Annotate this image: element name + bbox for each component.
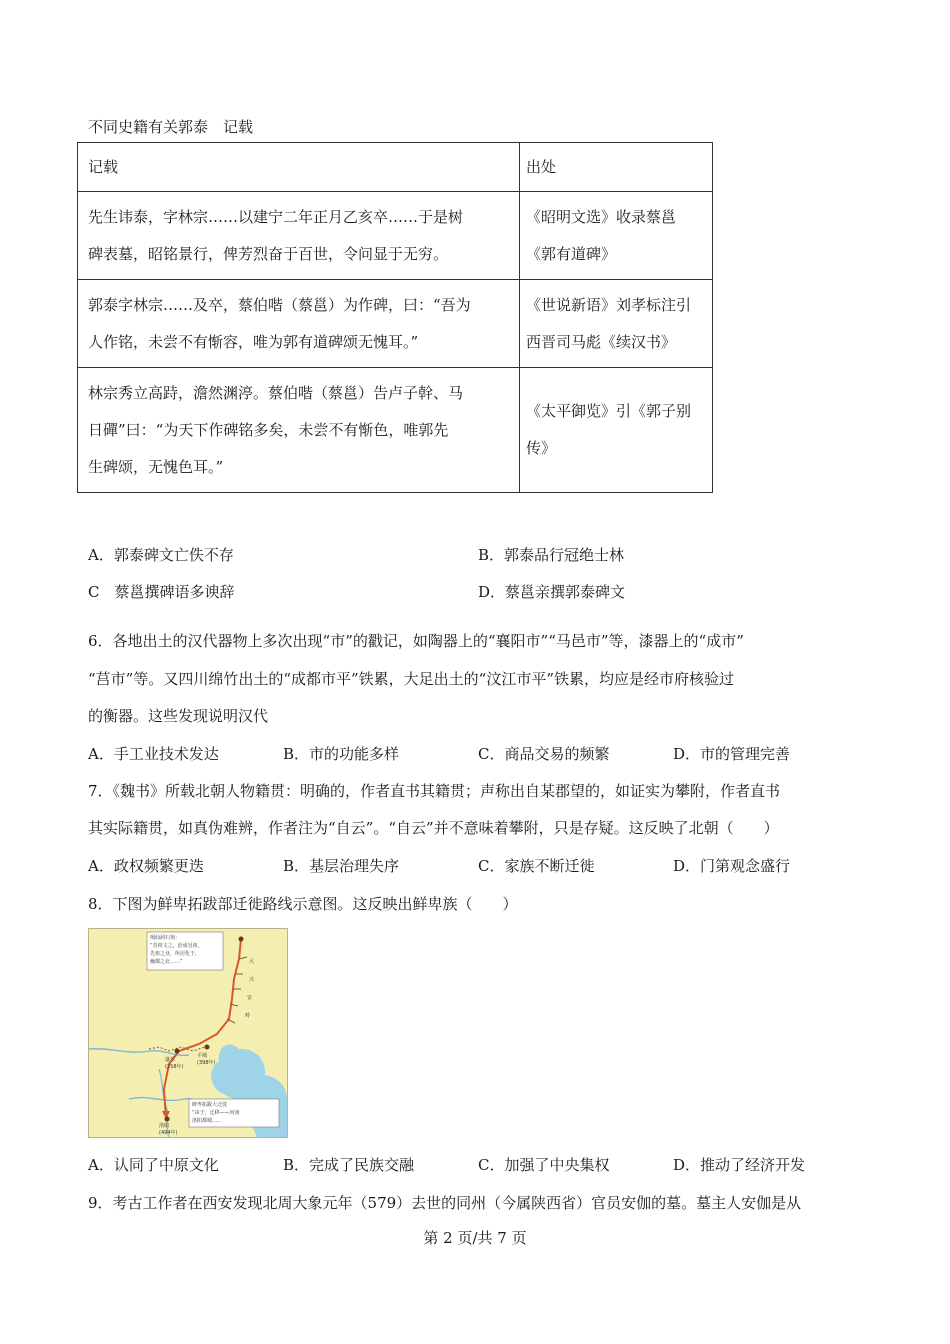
- place-label: 岭: [245, 1013, 251, 1019]
- source-line: 《太平御览》引《郭子别: [526, 402, 692, 420]
- record-cell: [78, 192, 520, 280]
- q6-stem-line: 6．各地出土的汉代器物上多次出现“市”的戳记，如陶器上的“襄阳市”“马邑市”等，漆器上的“成市”: [88, 632, 744, 650]
- record-line: 日磾”曰：“为天下作碑铭多矣，未尝不有惭色，唯郭先: [88, 420, 449, 439]
- q7-stem-line: 其实际籍贯，如真伪难辨，作者注为“自云”。“自云”并不意味着攀附，只是存疑。这反映了北朝（ ）: [88, 819, 779, 837]
- cave-marker: [239, 937, 244, 942]
- note-top-line: 嘎仙洞石刻：: [150, 935, 181, 941]
- q7-option-a[interactable]: A．政权频繁更迭: [88, 857, 204, 875]
- source-line: 《世说新语》刘孝标注引: [526, 295, 692, 314]
- header-source: 出处: [520, 143, 713, 192]
- q7-option-d[interactable]: D．门第观念盛行: [673, 857, 791, 875]
- q6-option-c[interactable]: C．商品交易的频繁: [478, 745, 610, 763]
- table-caption: 不同史籍有关郭泰 记载: [88, 118, 254, 136]
- record-cell: [78, 368, 520, 493]
- note-top-line: 幽都之北……”: [150, 959, 183, 965]
- q6-option-d[interactable]: D．市的管理完善: [673, 745, 791, 763]
- note-bottom-line: 洛阳都城……: [192, 1118, 223, 1124]
- source-line: 西晋司马彪《续汉书》: [526, 332, 677, 351]
- record-line: 先生讳泰，字林宗……以建宁二年正月乙亥卒……于是树: [88, 207, 464, 226]
- table-header-row: [78, 143, 713, 192]
- record-line: 碑表墓，昭铭景行，俾芳烈奋于百世，令问显于无穷。: [88, 244, 449, 263]
- source-line: 《郭有道碑》: [526, 244, 617, 263]
- year-label: (398年): [197, 1060, 216, 1066]
- city-marker: [205, 1045, 210, 1050]
- q7-option-c[interactable]: C．家族不断迁徙: [478, 857, 595, 875]
- migration-map-svg: [89, 929, 287, 1137]
- q9-stem-line: 9．考古工作者在西安发现北周大象元年（579）去世的同州（今属陕西省）官员安伽的墓。墓主人安伽是从: [88, 1194, 802, 1212]
- river-line: [89, 1049, 189, 1056]
- q5-option-d[interactable]: D．蔡邕亲撰郭泰碑文: [478, 583, 626, 601]
- city-marker: [165, 1117, 170, 1122]
- record-line: 人作铭，未尝不有惭容，唯为郭有道碑颂无愧耳。”: [88, 332, 419, 351]
- q6-option-a[interactable]: A．手工业技术发达: [88, 745, 219, 763]
- page-footer: 第 2 页/共 7 页: [423, 1229, 527, 1247]
- place-label: 洛阳: [159, 1123, 170, 1129]
- record-line: 生碑颂，无愧色耳。”: [88, 457, 224, 476]
- migration-map: [88, 928, 288, 1138]
- note-top-line: “昔祖文之，治成皇祖，: [150, 943, 203, 949]
- q8-option-c[interactable]: C．加强了中央集权: [478, 1156, 610, 1174]
- source-line: 传》: [526, 439, 557, 457]
- q5-option-c[interactable]: C 蔡邕撰碑语多谀辞: [88, 583, 235, 601]
- q6-stem-line: “莒市”等。又四川绵竹出土的“成都市平”铁累，大足出土的“汶江市平”铁累，均应是经市府核验过: [88, 670, 735, 688]
- source-cell: [520, 192, 713, 280]
- note-top-line: 先祖之业，所居化于，: [150, 951, 201, 957]
- source-cell: [520, 280, 713, 368]
- q8-option-a[interactable]: A．认同了中原文化: [88, 1156, 219, 1174]
- record-line: 郭泰字林宗……及卒，蔡伯喈（蔡邕）为作碑，曰：“吾为: [88, 295, 471, 314]
- q5-option-a[interactable]: A．郭泰碑文亡佚不存: [88, 546, 234, 564]
- place-label: 大: [249, 959, 255, 965]
- city-marker: [175, 1049, 180, 1054]
- place-label: 兴: [249, 977, 255, 983]
- q6-stem-line: 的衡器。这些发现说明汉代: [88, 707, 269, 725]
- note-bottom-line: 鲜卑拓跋大迁徙: [192, 1102, 228, 1108]
- header-record: 记载: [78, 143, 520, 192]
- q8-stem-line: 8．下图为鲜卑拓跋部迁徙路线示意图。这反映出鲜卑族（ ）: [88, 895, 518, 913]
- q8-option-b[interactable]: B．完成了民族交融: [283, 1156, 415, 1174]
- q7-stem-line: 7．《魏书》所载北朝人物籍贯：明确的，作者直书其籍贯；声称出自某郡望的，如证实为攀附，作者直书: [88, 782, 781, 800]
- q6-option-b[interactable]: B．市的功能多样: [283, 745, 400, 763]
- source-line: 《昭明文选》收录蔡邕: [526, 207, 677, 226]
- record-cell: [78, 280, 520, 368]
- year-label: (258年): [165, 1064, 184, 1070]
- records-table: [77, 142, 713, 493]
- place-label: 盛乐: [165, 1057, 176, 1063]
- note-bottom-line: “由于，迁移——河南: [192, 1110, 240, 1116]
- year-label: (494年): [159, 1130, 178, 1136]
- q7-option-b[interactable]: B．基层治理失序: [283, 857, 400, 875]
- table-row: [78, 368, 713, 493]
- place-label: 安: [247, 995, 253, 1001]
- table-row: [78, 192, 713, 280]
- record-line: 林宗秀立高跱，澹然渊渟。蔡伯喈（蔡邕）告卢子幹、马: [88, 383, 464, 402]
- q5-option-b[interactable]: B．郭泰品行冠绝士林: [478, 546, 625, 564]
- source-cell: [520, 368, 713, 493]
- q8-option-d[interactable]: D．推动了经济开发: [673, 1156, 806, 1174]
- table-row: [78, 280, 713, 368]
- place-label: 平城: [197, 1053, 208, 1059]
